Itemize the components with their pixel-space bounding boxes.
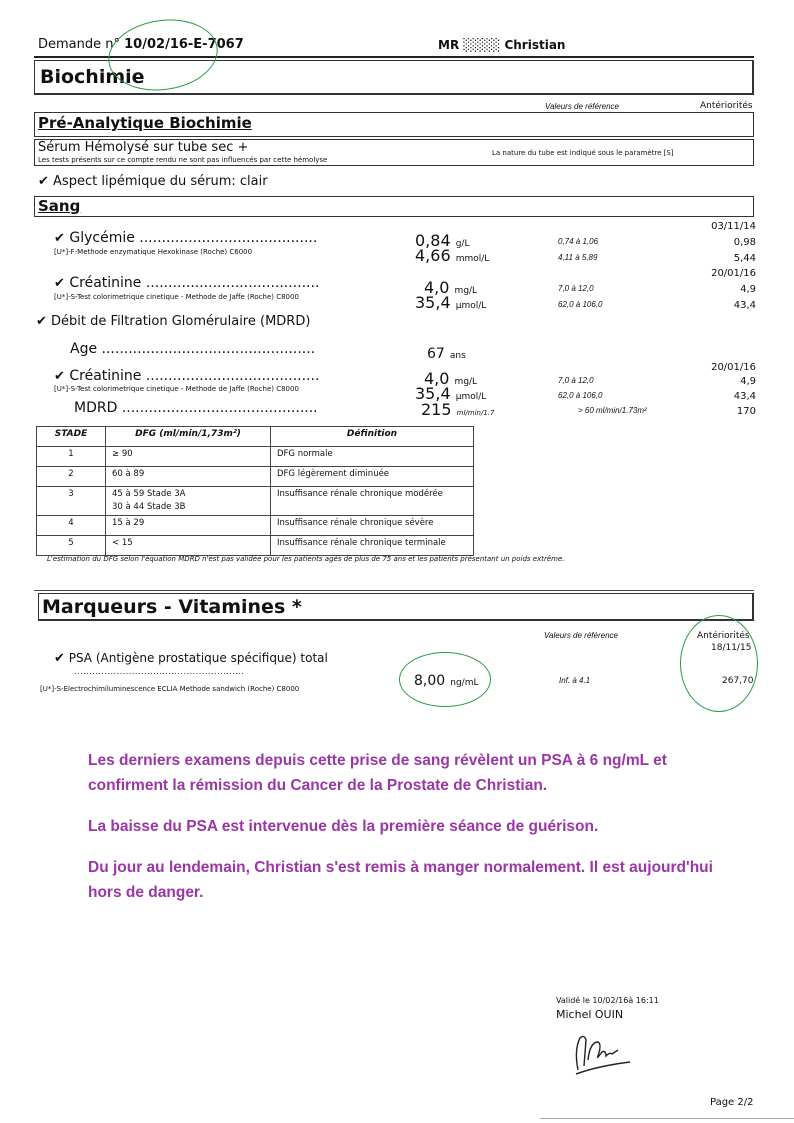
tube-note: La nature du tube est indiqué sous le paramètre [S]	[492, 149, 674, 157]
glycemie-method: [U*]-F-Methode enzymatique Hexokinase (Roche) C6000	[54, 248, 253, 256]
glycemie-value-1: 0,84 g/L	[415, 231, 470, 250]
psa-ant-date: 18/11/15	[711, 643, 752, 653]
marqueurs-title: Marqueurs - Vitamines *	[42, 596, 302, 618]
mdrd-ant: 170	[736, 406, 756, 417]
dfg-creatinine-value-1: 4,0 mg/L	[424, 369, 478, 388]
glycemie-ant-1: 0,98	[733, 237, 756, 248]
creatinine-ant-1: 4,9	[740, 284, 756, 295]
table-row: 2 60 à 89 DFG légèrement diminuée	[37, 467, 474, 487]
dfg-creatinine-ref-1: 7,0 à 12,0	[558, 376, 594, 385]
annotation-circle-anteriorites	[680, 615, 758, 712]
dfg-creatinine-ref-2: 62,0 à 106,0	[558, 391, 603, 400]
sang-title: Sang	[38, 197, 81, 215]
psa-label: PSA (Antigène prostatique spécifique) total	[68, 651, 328, 665]
table-header: STADE	[37, 427, 106, 447]
sang-box	[34, 196, 754, 217]
serum-label: Sérum Hémolysé sur tube sec +	[38, 140, 249, 155]
marqueurs-col-anteriorites: Antériorités	[697, 631, 750, 641]
glycemie-ant-date: 03/11/14	[711, 221, 756, 232]
dfg-creatinine-label: Créatinine .......................................	[69, 368, 320, 384]
table-header: DFG (ml/min/1,73m²)	[106, 427, 271, 447]
creatinine-ant-2: 43,4	[733, 300, 756, 311]
table-row: 1 ≥ 90 DFG normale	[37, 447, 474, 467]
marqueurs-top-line	[34, 590, 754, 591]
mdrd-note: L'estimation du DFG selon l'équation MDRD n'est pas validée pour les patients agés de plus de 75 ans et les patients présentant un poids extrême.	[47, 555, 565, 563]
aspect-label: Aspect lipémique du sérum: clair	[53, 174, 268, 189]
validated-date: Validé le 10/02/16à 16:11	[556, 996, 659, 1005]
annotation-paragraph-1: Les derniers examens depuis cette prise de sang révèlent un PSA à 6 ng/mL et confirment la rémission du Cancer de la Prostate de Christian.	[88, 752, 667, 794]
serum-note: Les tests présents sur ce compte rendu ne sont pas influencés par cette hémolyse	[38, 156, 328, 164]
age-label: Age ................................................	[70, 341, 316, 357]
table-row: 4 15 à 29 Insuffisance rénale chronique sévère	[37, 516, 474, 536]
dfg-creatinine-ant-1: 4,9	[740, 376, 756, 387]
checkmark-icon: ✔	[54, 231, 65, 246]
creatinine-value-1: 4,0 mg/L	[424, 278, 478, 297]
glycemie-ref-1: 0,74 à 1,06	[558, 237, 599, 246]
mdrd-ref: > 60 ml/min/1.73m²	[578, 406, 647, 415]
dfg-creatinine-row	[54, 368, 319, 384]
dfg-creatinine-value-2: 35,4 µmol/L	[415, 384, 487, 403]
annotation-paragraph-3: Du jour au lendemain, Christian s'est remis à manger normalement. Il est aujourd'hui hors de danger.	[88, 859, 713, 901]
checkmark-icon: ✔	[54, 369, 65, 384]
glycemie-value-2: 4,66 mmol/L	[415, 246, 490, 265]
creatinine-label: Créatinine .......................................	[69, 275, 320, 291]
glycemie-label: Glycémie ........................................	[69, 230, 318, 246]
annotation-paragraph-2: La baisse du PSA est intervenue dès la première séance de guérison.	[88, 818, 599, 835]
glycemie-ref-2: 4,11 à 5,89	[558, 253, 598, 262]
creatinine-row	[54, 275, 319, 291]
psa-value: 8,00 ng/mL	[414, 673, 479, 689]
checkmark-icon: ✔	[36, 314, 47, 329]
creatinine-ref-2: 62,0 à 106,0	[558, 300, 603, 309]
creatinine-ref-1: 7,0 à 12,0	[558, 284, 594, 293]
checkmark-icon: ✔	[54, 276, 65, 291]
annotation-text	[88, 748, 718, 905]
page-number: Page 2/2	[710, 1097, 754, 1108]
footer-line	[540, 1118, 794, 1119]
dfg-stage-table	[36, 426, 474, 556]
demande-label: Demande n°	[38, 37, 120, 52]
mdrd-label: MDRD ............................................	[74, 400, 318, 416]
glycemie-ant-2: 5,44	[733, 253, 756, 264]
marqueurs-col-reference: Valeurs de référence	[544, 631, 618, 640]
col-header-reference: Valeurs de référence	[545, 102, 619, 111]
creatinine-method: [U*]-S-Test colorimetrique cinetique - Methode de Jaffe (Roche) C8000	[54, 293, 299, 301]
table-header-row	[37, 427, 474, 447]
aspect-row	[38, 174, 268, 189]
checkmark-icon: ✔	[38, 174, 49, 189]
biochimie-title: Biochimie	[40, 66, 145, 88]
age-value: 67 ans	[427, 346, 466, 362]
patient-name: MR ░░░░ Christian	[438, 38, 566, 52]
signer-name: Michel OUIN	[556, 1008, 624, 1021]
dfg-creatinine-ant-2: 43,4	[733, 391, 756, 402]
pre-analytique-title: Pré-Analytique Biochimie	[38, 114, 252, 132]
creatinine-ant-date: 20/01/16	[711, 268, 756, 279]
annotation-circle-psa-value	[399, 652, 491, 707]
dfg-ant-date: 20/01/16	[711, 362, 756, 373]
dfg-title: Débit de Filtration Glomérulaire (MDRD)	[51, 314, 311, 329]
col-header-anteriorites: Antériorités	[700, 101, 753, 111]
psa-row	[54, 651, 328, 666]
table-row: 3 45 à 59 Stade 3A 30 à 44 Stade 3B Insuffisance rénale chronique modérée	[37, 487, 474, 516]
dfg-creatinine-method: [U*]-S-Test colorimetrique cinetique - Methode de Jaffe (Roche) C8000	[54, 385, 299, 393]
table-row: 5 < 15 Insuffisance rénale chronique terminale	[37, 536, 474, 556]
dfg-row	[36, 314, 310, 329]
glycemie-row	[54, 230, 317, 246]
table-header: Définition	[271, 427, 474, 447]
psa-ref: Inf. à 4.1	[559, 676, 591, 685]
mdrd-value: 215 ml/min/1.7	[421, 400, 495, 419]
creatinine-value-2: 35,4 µmol/L	[415, 293, 487, 312]
signature-icon	[568, 1030, 648, 1080]
demande-number: 10/02/16-E-7067	[124, 37, 244, 52]
checkmark-icon: ✔	[54, 651, 65, 666]
psa-method: [U*]-S-Electrochimiluminescence ECLIA Methode sandwich (Roche) C8000	[40, 685, 300, 693]
psa-dots: ........................................................	[74, 667, 245, 676]
psa-ant: 267,70	[722, 676, 754, 686]
